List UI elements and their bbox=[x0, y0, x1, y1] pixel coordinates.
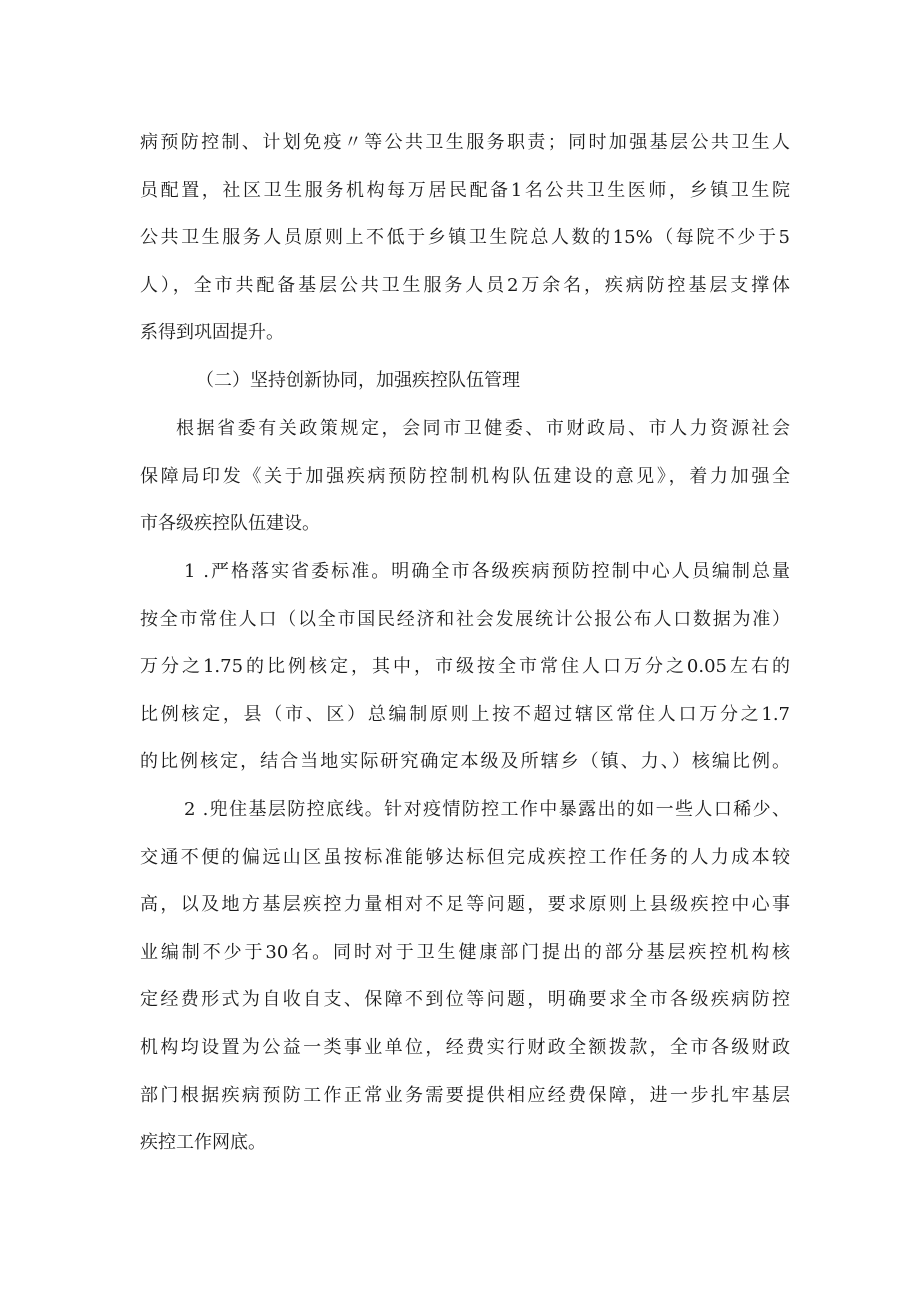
text-line: 按全市常住人口（以全市国民经济和社会发展统计公报公布人口数据为准） bbox=[140, 609, 790, 630]
text-line: 市各级疾控队伍建设。 bbox=[140, 513, 320, 534]
text-line: 2 .兜住基层防控底线。针对疫情防控工作中暴露出的如一些人口稀少、 bbox=[184, 799, 790, 820]
text-line: 高，以及地方基层疾控力量相对不足等问题，要求原则上县级疾控中心事 bbox=[140, 894, 790, 915]
text-line: 部门根据疾病预防工作正常业务需要提供相应经费保障，进一步扎牢基层 bbox=[140, 1085, 790, 1106]
text-line: 机构均设置为公益一类事业单位，经费实行财政全额拨款，全市各级财政 bbox=[140, 1037, 790, 1058]
text-line: 1 .严格落实省委标准。明确全市各级疾病预防控制中心人员编制总量 bbox=[184, 561, 790, 582]
text-line: 疾控工作网底。 bbox=[140, 1132, 266, 1153]
text-line: 人），全市共配备基层公共卫生服务人员2万余名，疾病防控基层支撑体 bbox=[140, 275, 790, 296]
text-line: 万分之1.75的比例核定，其中，市级按全市常住人口万分之0.05左右的 bbox=[140, 656, 790, 677]
text-line: 系得到巩固提升。 bbox=[140, 322, 284, 343]
text-line: 员配置，社区卫生服务机构每万居民配备1名公共卫生医师，乡镇卫生院 bbox=[140, 180, 790, 201]
text-line: 比例核定，县（市、区）总编制原则上按不超过辖区常住人口万分之1.7 bbox=[140, 704, 790, 725]
text-line: 定经费形式为自收自支、保障不到位等问题，明确要求全市各级疾病防控 bbox=[140, 989, 790, 1010]
text-line: 病预防控制、计划免疫〃等公共卫生服务职责；同时加强基层公共卫生人 bbox=[140, 132, 790, 153]
text-line: 公共卫生服务人员原则上不低于乡镇卫生院总人数的15%（每院不少于5 bbox=[140, 227, 790, 248]
text-line: 业编制不少于30名。同时对于卫生健康部门提出的部分基层疾控机构核 bbox=[140, 942, 790, 963]
section-heading-text: （二）坚持创新协同，加强疾控队伍管理 bbox=[196, 370, 520, 391]
text-line: 根据省委有关政策规定，会同市卫健委、市财政局、市人力资源社会 bbox=[176, 418, 790, 439]
text-line: 保障局印发《关于加强疾病预防控制机构队伍建设的意见》，着力加强全 bbox=[140, 466, 790, 487]
text-line: 交通不便的偏远山区虽按标准能够达标但完成疾控工作任务的人力成本较 bbox=[140, 847, 790, 868]
text-line: 的比例核定，结合当地实际研究确定本级及所辖乡（镇、力、）核编比例。 bbox=[140, 751, 790, 772]
